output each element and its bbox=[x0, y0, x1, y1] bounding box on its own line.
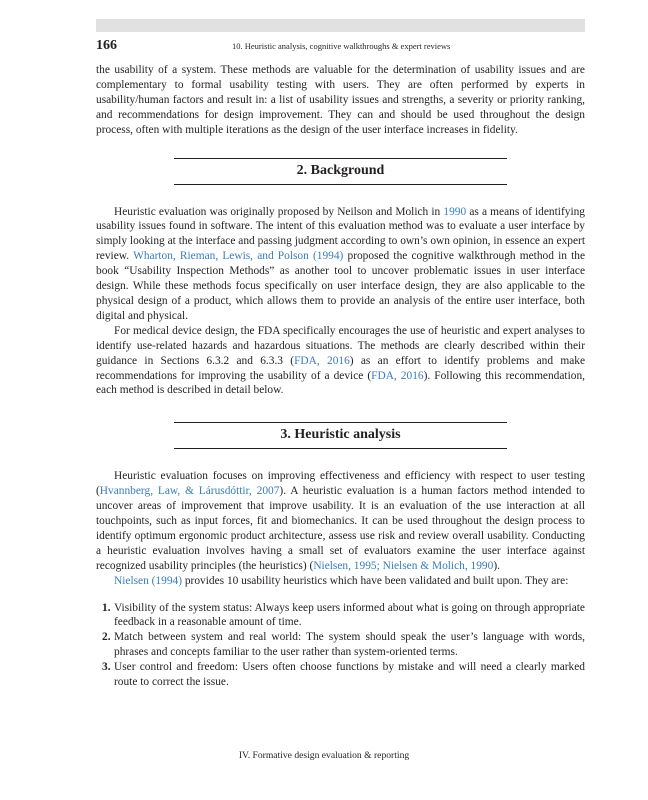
section-background-heading bbox=[96, 158, 585, 185]
page-number: 166 bbox=[96, 38, 117, 53]
list-number: 2. bbox=[102, 631, 111, 644]
heuristic-paragraph-1: Heuristic evaluation focuses on improving effectiveness and efficiency with respect to user testing (Hvannberg, Law, & Lárusdóttir, 2007). A heuristic evaluation is a human factors method intended to uncover areas of improvement that improve usability. It is an evaluation of the use interaction at all touchpoints, such as input forces, fit and biomechanics. It can be used throughout the design process to identify optimum ergonomic product architecture, assess use risk and review overall usability. Conducting a heuristic evaluation involves having a small set of evaluators examine the user interface against recognized usability principles (the heuristics) (Nielsen, 1995; Nielsen & Molich, 1990). bbox=[96, 470, 585, 572]
citation-link[interactable]: Wharton, Rieman, Lewis, and Polson (1994) bbox=[133, 250, 344, 263]
heuristics-list bbox=[96, 601, 585, 690]
page-body bbox=[96, 63, 585, 690]
list-item bbox=[96, 630, 585, 660]
heading-rule-top bbox=[174, 422, 507, 423]
header-bar bbox=[96, 19, 585, 32]
background-paragraph-2: For medical device design, the FDA specifically encourages the use of heuristic and expert analyses to identify use-related hazards and hazardous situations. The methods are clearly described within their guidance in Sections 6.3.2 and 6.3.3 (FDA, 2016) as an effort to identify problems and make recommendations for improving the usability of a device (FDA, 2016). Following this recommendation, each method is described in detail below. bbox=[96, 324, 585, 397]
list-item bbox=[96, 601, 585, 631]
section-title: 2. Background bbox=[296, 162, 385, 178]
section-heuristic-heading bbox=[96, 422, 585, 449]
intro-paragraph: the usability of a system. These methods are valuable for the determination of usability issues and are complementary to formal usability testing with users. They are often performed by experts in usability/human factors and result in: a list of usability issues and strengths, a severity or priority ranking, and recommendations for design improvement. They can and should be used throughout the design process, often with multiple iterations as the design of the user interface increases in fidelity. bbox=[96, 64, 585, 136]
citation-link[interactable]: Nielsen (1994) bbox=[114, 574, 183, 587]
list-item-text: Match between system and real world: The system should speak the user’s language with words, phrases and concepts familiar to the user rather than system-oriented terms. bbox=[114, 631, 585, 659]
background-paragraph-1: Heuristic evaluation was originally proposed by Neilson and Molich in 1990 as a means of identifying usability issues found in software. The intent of this evaluation method was to evaluate a user interface by simply looking at the interface and passing judgment according to own’s own opinion, in essence an expert review. Wharton, Rieman, Lewis, and Polson (1994) proposed the cognitive walkthrough method in the book “Usability Inspection Methods” as another tool to uncover problematic issues in user interface design. While these methods focus specifically on user interface design, they are also applicable to the physical design of a product, which allows them to provide an analysis of the entire user interface, both digital and physical. bbox=[96, 205, 586, 322]
list-number: 3. bbox=[102, 661, 111, 674]
heading-rule-bottom bbox=[174, 184, 507, 185]
heading-rule-bottom bbox=[174, 448, 507, 449]
running-head: 10. Heuristic analysis, cognitive walkthroughs & expert reviews bbox=[232, 41, 451, 51]
section-title: 3. Heuristic analysis bbox=[280, 427, 401, 443]
list-item bbox=[96, 660, 585, 690]
citation-link[interactable]: 1990 bbox=[443, 205, 467, 218]
citation-link[interactable]: FDA, 2016 bbox=[371, 369, 424, 382]
list-item-text: User control and freedom: Users often choose functions by mistake and will need a clearly marked route to correct the issue. bbox=[114, 661, 585, 689]
citation-link[interactable]: Nielsen, 1995; Nielsen & Molich, 1990 bbox=[313, 559, 494, 572]
heuristic-paragraph-2: Nielsen (1994) provides 10 usability heuristics which have been validated and built upon. They are: bbox=[114, 574, 569, 587]
page-footer: IV. Formative design evaluation & reporting bbox=[238, 750, 410, 761]
citation-link[interactable]: FDA, 2016 bbox=[294, 354, 350, 367]
list-item-text: Visibility of the system status: Always keep users informed about what is going on through appropriate feedback in a reasonable amount of time. bbox=[114, 601, 585, 629]
list-number: 1. bbox=[102, 601, 111, 614]
heading-rule-top bbox=[174, 158, 507, 159]
citation-link[interactable]: Hvannberg, Law, & Lárusdóttir, 2007 bbox=[99, 485, 280, 498]
